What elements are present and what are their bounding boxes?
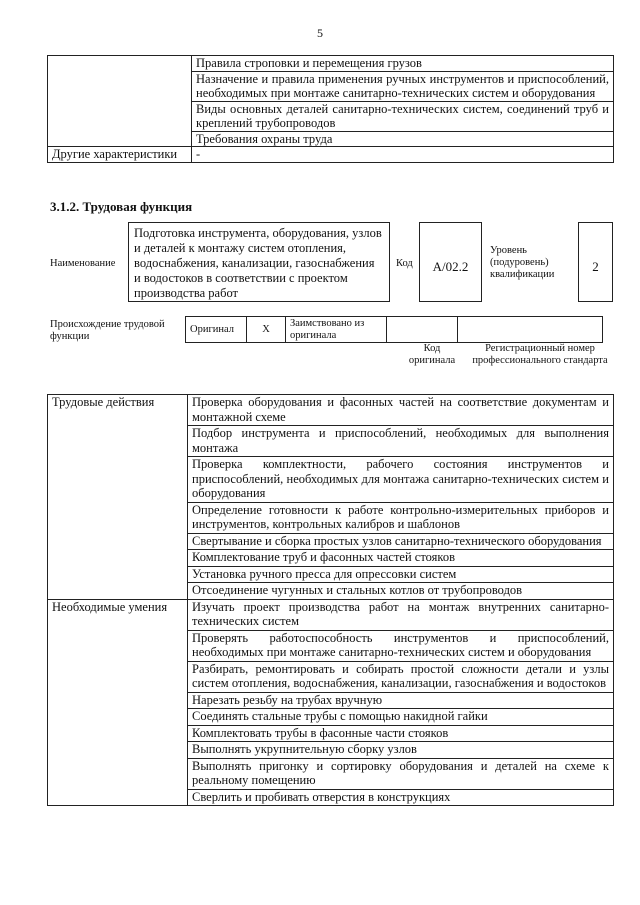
other-characteristics-label: Другие характеристики [48,147,192,163]
labor-action-item: Комплектование труб и фасонных частей стояков [188,550,614,567]
table-cell: Назначение и правила применения ручных инструментов и приспособлений, необходимых при монтаже санитарно-технических систем и оборудования [192,71,614,101]
code-label: Код [396,258,413,269]
table-row [48,147,614,163]
labor-action-item: Отсоединение чугунных и стальных котлов от трубопроводов [188,583,614,600]
registration-number-caption: Регистрационный номер профессионального стандарта [472,343,608,366]
table-row [186,317,603,343]
labor-actions-label: Трудовые действия [48,395,188,600]
function-name-box: Подготовка инструмента, оборудования, узлов и деталей к монтажу систем отопления, водоснабжения, канализации, газоснабжения и водостоков в соответствии с проектом производства работ [128,222,390,302]
borrowed-label: Заимствовано из оригинала [286,317,387,343]
original-code-cell [387,317,458,343]
origin-label: Происхождение трудовой функции [50,319,165,342]
table-cell: Требования охраны труда [192,131,614,147]
required-skills-label: Необходимые умения [48,599,188,806]
original-mark: Х [247,317,286,343]
labor-action-item: Подбор инструмента и приспособлений, необходимых для выполнения монтажа [188,426,614,457]
skill-item: Комплектовать трубы в фасонные части стояков [188,725,614,742]
table-cell: Правила строповки и перемещения грузов [192,56,614,72]
original-label: Оригинал [186,317,247,343]
table-cell: Виды основных деталей санитарно-технических систем, соединений труб и креплений трубопроводов [192,101,614,131]
page-number: 5 [317,26,323,40]
skill-item: Сверлить и пробивать отверстия в конструкциях [188,789,614,806]
labor-action-item: Определение готовности к работе контрольно-измерительных приборов и инструментов, контрольных калибров и шаблонов [188,502,614,533]
name-label: Наименование [50,258,116,269]
section-title: 3.1.2. Трудовая функция [50,199,193,214]
knowledge-table-continuation [47,55,614,163]
table-row [48,395,614,426]
qualification-level-box: 2 [578,222,613,302]
labor-action-item: Свертывание и сборка простых узлов санитарно-технического оборудования [188,533,614,550]
labor-action-item: Установка ручного пресса для опрессовки систем [188,566,614,583]
skill-item: Соединять стальные трубы с помощью накидной гайки [188,709,614,726]
skill-item: Изучать проект производства работ на монтаж внутренних санитарно-технических систем [188,599,614,630]
function-code-box: А/02.2 [419,222,482,302]
table-row [48,56,614,72]
skill-item: Выполнять пригонку и сортировку оборудования и деталей на схеме к реальному помещению [188,758,614,789]
original-code-caption: Код оригинала [408,343,456,366]
table-row [48,599,614,630]
labor-action-item: Проверка оборудования и фасонных частей на соответствие документам и монтажной схеме [188,395,614,426]
other-characteristics-value: - [192,147,614,163]
labor-function-table [47,394,614,806]
skill-item: Проверять работоспособность инструментов и приспособлений, необходимых при монтаже санитарно-технических систем и оборудования [188,630,614,661]
skill-item: Нарезать резьбу на трубах вручную [188,692,614,709]
origin-table [185,316,603,343]
labor-action-item: Проверка комплектности, рабочего состояния инструментов и приспособлений, необходимых для монтажа санитарно-технических систем и оборудования [188,457,614,503]
skill-item: Разбирать, ремонтировать и собирать простой сложности детали и узлы систем отопления, водоснабжения, канализации, газоснабжения и водостоков [188,661,614,692]
skill-item: Выполнять укрупнительную сборку узлов [188,742,614,759]
registration-number-cell [458,317,603,343]
qualification-level-label: Уровень (подуровень) квалификации [490,245,555,280]
empty-label-cell [48,56,192,147]
